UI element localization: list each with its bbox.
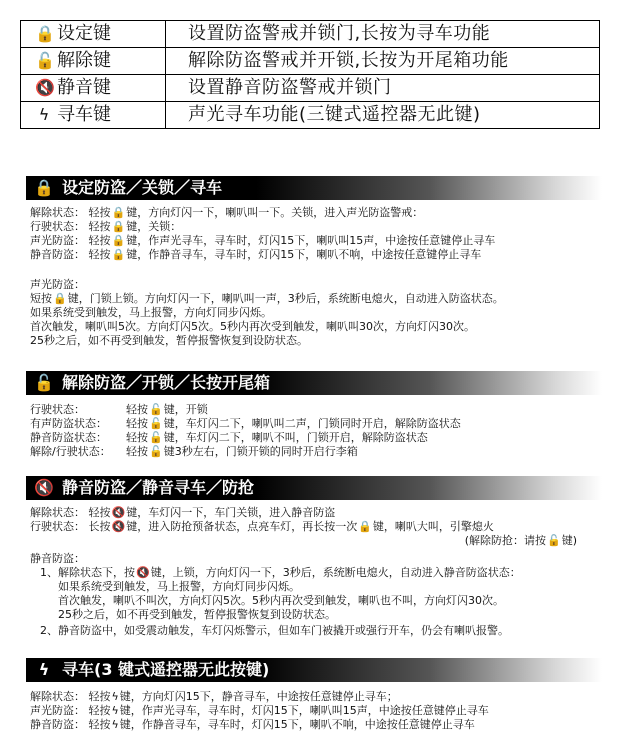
key-table xyxy=(20,20,600,129)
unlock-icon: 🔓 xyxy=(149,445,163,458)
text-line: 如果系统受到触发，马上报警，方向灯同步闪烁。 xyxy=(58,580,300,593)
key-name: 静音键 xyxy=(57,77,111,98)
text-line: 解除状态： 轻按🔒键，方向灯闪一下，喇叭叫一下。关锁，进入声光防盗警戒： xyxy=(30,206,424,219)
lock-icon: 🔒 xyxy=(358,520,372,533)
mute-icon: 🔇 xyxy=(34,478,54,497)
unlock-icon: 🔓 xyxy=(34,373,54,392)
text-line: 首次触发，喇叭不叫次，方向灯闪5次。5秒内再次受到触发，喇叭也不叫，方向灯闪30次。 xyxy=(58,594,504,607)
text-line: 行驶状态： 轻按🔓键，开锁 xyxy=(30,403,208,416)
mute-icon: 🔇 xyxy=(111,506,126,519)
section-header-find xyxy=(26,658,602,682)
key-desc: 声光寻车功能(三键式遥控器无此键) xyxy=(166,102,600,129)
text-line: 静音防盗状态： 轻按🔓键，车灯闪二下，喇叭不叫，门锁开启，解除防盗状态 xyxy=(30,431,428,444)
text-line: 静音防盗： 轻按🔒键，作静音寻车，寻车时，灯闪15下，喇叭不响，中途按任意键停止寻车 xyxy=(30,248,482,261)
key-name: 设定键 xyxy=(57,23,111,44)
section-title: 静音防盗／静音寻车／防抢 xyxy=(62,478,255,497)
text-line: 声光防盗： 轻按ϟ键，作声光寻车，寻车时，灯闪15下，喇叭叫15声，中途按任意键停止寻车 xyxy=(30,704,489,717)
text-line: 解除状态： 轻按ϟ键，方向灯闪15下，静音寻车，中途按任意键停止寻车； xyxy=(30,690,398,703)
unlock-icon: 🔓 xyxy=(547,534,561,547)
sub-title: 声光防盗： xyxy=(30,278,85,291)
text-line: (解除防抢：请按🔓键) xyxy=(464,534,577,547)
key-desc: 设置防盗警戒并锁门,长按为寻车功能 xyxy=(166,21,600,48)
lock-icon: 🔒 xyxy=(34,178,54,197)
text-line: 如果系统受到触发，马上报警，方向灯同步闪烁。 xyxy=(30,306,272,319)
list-item: 1、解除状态下，按🔇键，上锁，方向灯闪一下，3秒后，系统断电熄火，自动进入静音防盗状态： xyxy=(40,566,521,579)
text-line: 行驶状态： 轻按🔒键，关锁： xyxy=(30,220,182,233)
text-line: 首次触发，喇叭叫5次。方向灯闪5次。5秒内再次受到触发，喇叭叫30次，方向灯闪30次。 xyxy=(30,320,475,333)
key-row-find xyxy=(21,102,600,129)
key-name: 解除键 xyxy=(57,50,111,71)
key-name: 寻车键 xyxy=(57,104,111,125)
mute-icon: 🔇 xyxy=(35,78,55,97)
text-line: 行驶状态： 长按🔇键，进入防抢预备状态，点亮车灯，再长按一次🔒键，喇叭大叫，引擎熄火 xyxy=(30,520,494,533)
lightning-icon: ϟ xyxy=(111,718,119,731)
list-item: 2、静音防盗中，如受震动触发，车灯闪烁警示，但如车门被撬开或强行开车，仍会有喇叭报警。 xyxy=(40,624,509,637)
key-desc: 解除防盗警戒并开锁,长按为开尾箱功能 xyxy=(166,48,600,75)
mute-icon: 🔇 xyxy=(136,566,150,579)
lock-icon: 🔒 xyxy=(111,206,126,219)
text-line: 解除状态： 轻按🔇键，车灯闪一下，车门关锁，进入静音防盗 xyxy=(30,506,336,519)
text-line: 解除/行驶状态： 轻按🔓键3秒左右，门锁开锁的同时开启行李箱 xyxy=(30,445,358,458)
unlock-icon: 🔓 xyxy=(149,431,163,444)
lightning-icon: ϟ xyxy=(111,690,119,703)
text-line: 短按🔒键，门锁上锁。方向灯闪一下，喇叭叫一声，3秒后，系统断电熄火，自动进入防盗状态。 xyxy=(30,292,504,305)
lock-icon: 🔒 xyxy=(35,24,55,43)
section-title: 寻车(3 键式遥控器无此按键) xyxy=(62,660,270,679)
sub-title: 静音防盗： xyxy=(30,552,85,565)
lock-icon: 🔒 xyxy=(111,220,126,233)
lock-icon: 🔒 xyxy=(111,248,126,261)
lock-icon: 🔒 xyxy=(111,234,126,247)
section-title: 设定防盗／关锁／寻车 xyxy=(62,178,223,197)
text-line: 有声防盗状态： 轻按🔓键，车灯闪二下，喇叭叫二声，门锁同时开启，解除防盗状态 xyxy=(30,417,461,430)
key-row-lock xyxy=(21,21,600,48)
unlock-icon: 🔓 xyxy=(35,51,55,70)
section-header-unlock xyxy=(26,371,602,395)
text-line: 25秒之后，如不再受到触发，暂停报警恢复到设防状态。 xyxy=(58,608,336,621)
lock-icon: 🔒 xyxy=(53,292,67,305)
key-row-unlock xyxy=(21,48,600,75)
unlock-icon: 🔓 xyxy=(149,403,163,416)
section-header-lock xyxy=(26,176,602,200)
lightning-icon: ϟ xyxy=(38,660,50,679)
unlock-icon: 🔓 xyxy=(149,417,163,430)
text-line: 静音防盗： 轻按ϟ键，作静音寻车，寻车时，灯闪15下，喇叭不响，中途按任意键停止寻车 xyxy=(30,718,475,731)
section-title: 解除防盗／开锁／长按开尾箱 xyxy=(62,373,271,392)
key-row-mute xyxy=(21,75,600,102)
text-line: 声光防盗： 轻按🔒键，作声光寻车，寻车时，灯闪15下，喇叭叫15声，中途按任意键停止寻车 xyxy=(30,234,496,247)
key-desc: 设置静音防盗警戒并锁门 xyxy=(166,75,600,102)
text-line: 25秒之后，如不再受到触发，暂停报警恢复到设防状态。 xyxy=(30,334,308,347)
mute-icon: 🔇 xyxy=(111,520,126,533)
section-header-mute xyxy=(26,476,602,500)
lightning-icon: ϟ xyxy=(111,704,119,717)
lightning-icon: ϟ xyxy=(38,105,50,124)
